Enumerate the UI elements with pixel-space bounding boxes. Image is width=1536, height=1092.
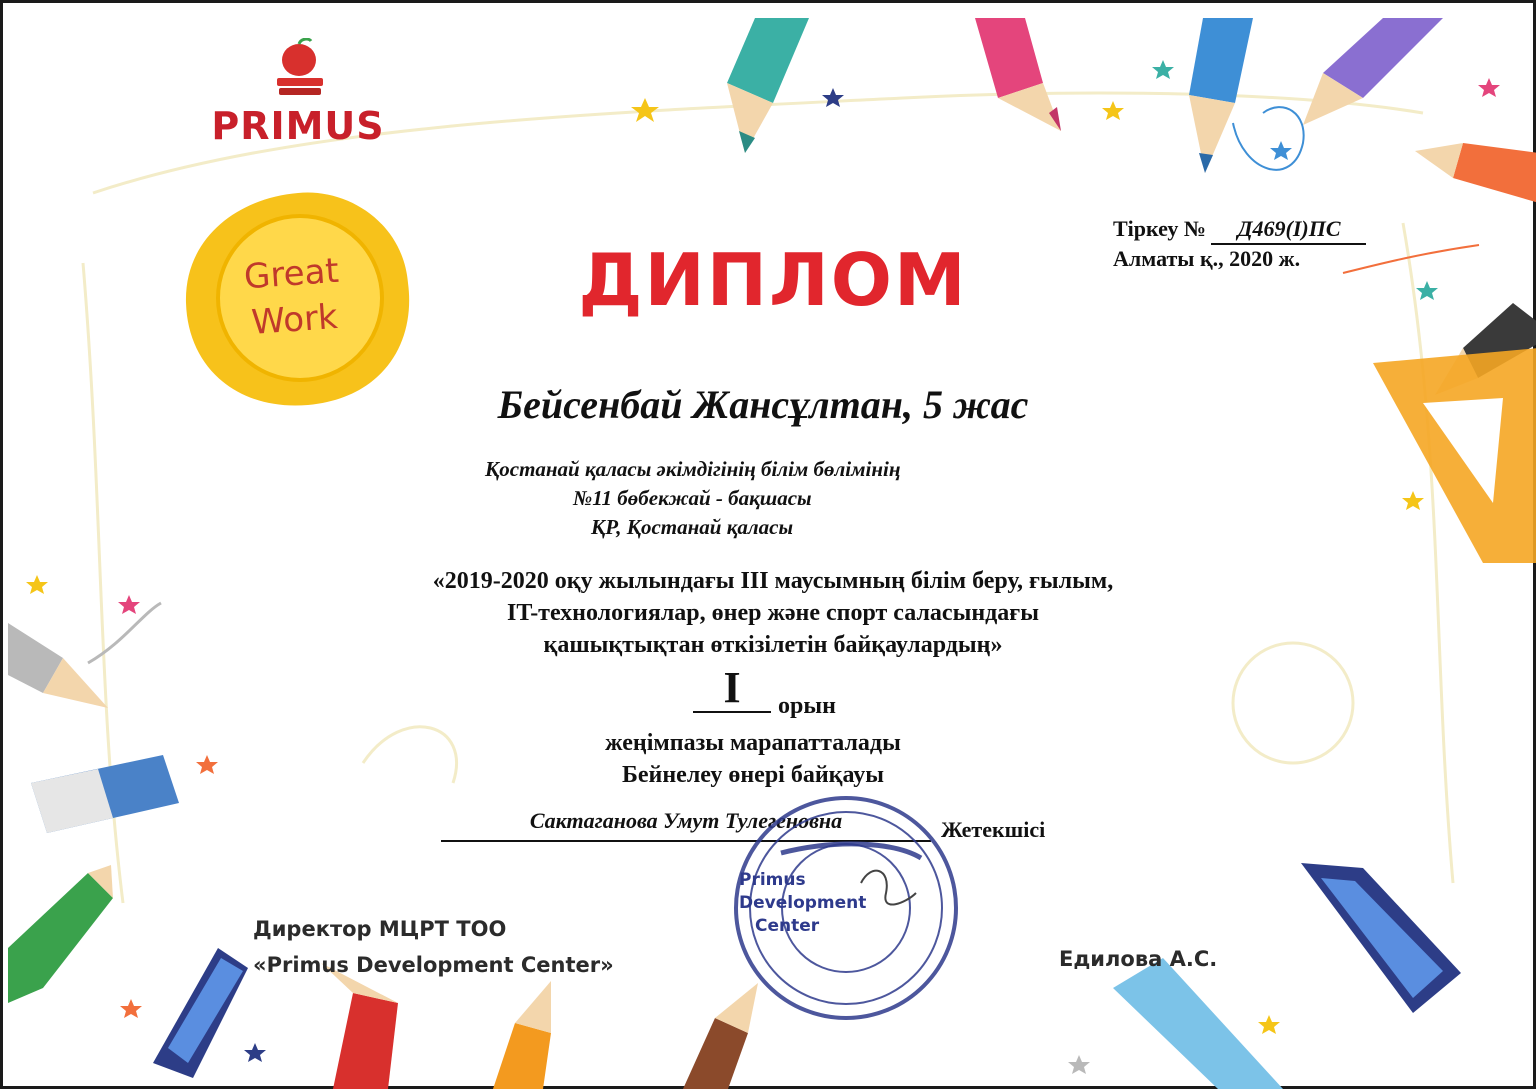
place-word: орын (778, 693, 836, 719)
registration-city-date: Алматы қ., 2020 ж. (1113, 246, 1301, 271)
pencil-orange-bottom-icon (493, 981, 551, 1089)
organization-line-2: №11 бөбекжай - бақшасы (573, 486, 812, 510)
official-stamp (721, 783, 971, 1033)
pencil-pink-icon (975, 18, 1061, 131)
director-block (253, 911, 614, 983)
registration-block (1113, 215, 1413, 273)
director-title: Директор МЦРТ ТОО (253, 917, 507, 941)
recipient-name: Бейсенбай Жансұлтан, 5 жас (497, 382, 1029, 427)
stamp-line-2: Development (739, 893, 867, 913)
place-number: I (693, 665, 771, 713)
leader-role: Жетекшісі (941, 817, 1046, 842)
pencil-teal-icon (727, 18, 809, 153)
pencil-navy-right-icon (1301, 863, 1461, 1013)
signature-icon (861, 871, 916, 905)
ruler-triangle-icon (1373, 348, 1536, 563)
organization-line-1: Қостанай қаласы әкімдігінің білім бөлімінің (485, 457, 901, 481)
primus-logo (193, 38, 403, 148)
logo-text: PRIMUS (211, 104, 385, 148)
contest-line-2: IT-технологиялар, өнер және спорт саласындағы (507, 600, 1039, 626)
pencil-gray-icon (8, 623, 108, 708)
contest-line-1: «2019-2020 оқу жылындағы III маусымның білім беру, ғылым, (432, 568, 1114, 594)
pencil-purple-icon (1303, 18, 1443, 125)
director-name: Едилова А.С. (1059, 947, 1218, 971)
eraser-icon (31, 755, 179, 833)
stamp-line-3: Center (755, 916, 820, 936)
pencil-green-icon (8, 865, 113, 1003)
award-text (473, 727, 1033, 791)
diploma-title: ДИПЛОМ (578, 238, 968, 322)
contest-description (283, 565, 1263, 661)
ruler-blue-icon (1113, 958, 1283, 1089)
leader-name: Сактаганова Умут Тулегеновна (441, 808, 931, 842)
pencil-orange-icon (1415, 143, 1536, 203)
registration-label: Тіркеу № (1113, 216, 1206, 241)
pencil-navy-bottom-icon (153, 948, 248, 1078)
stamp-line-1: Primus (739, 870, 806, 890)
award-line-1: жеңімпазы марапатталады (605, 730, 901, 756)
badge-line-1: Great (242, 250, 341, 298)
badge-text (210, 246, 376, 349)
contest-line-3: қашықтықтан өткізілетін байқаулардың» (543, 632, 1003, 658)
badge-line-2: Work (250, 296, 339, 343)
apple-books-icon (193, 38, 403, 104)
director-company: «Primus Development Center» (253, 953, 614, 977)
registration-number: Д469(I)ПС (1211, 215, 1366, 245)
award-line-2: Бейнелеу өнері байқауы (621, 762, 885, 788)
organization-line-3: ҚР, Қостанай қаласы (591, 515, 794, 539)
